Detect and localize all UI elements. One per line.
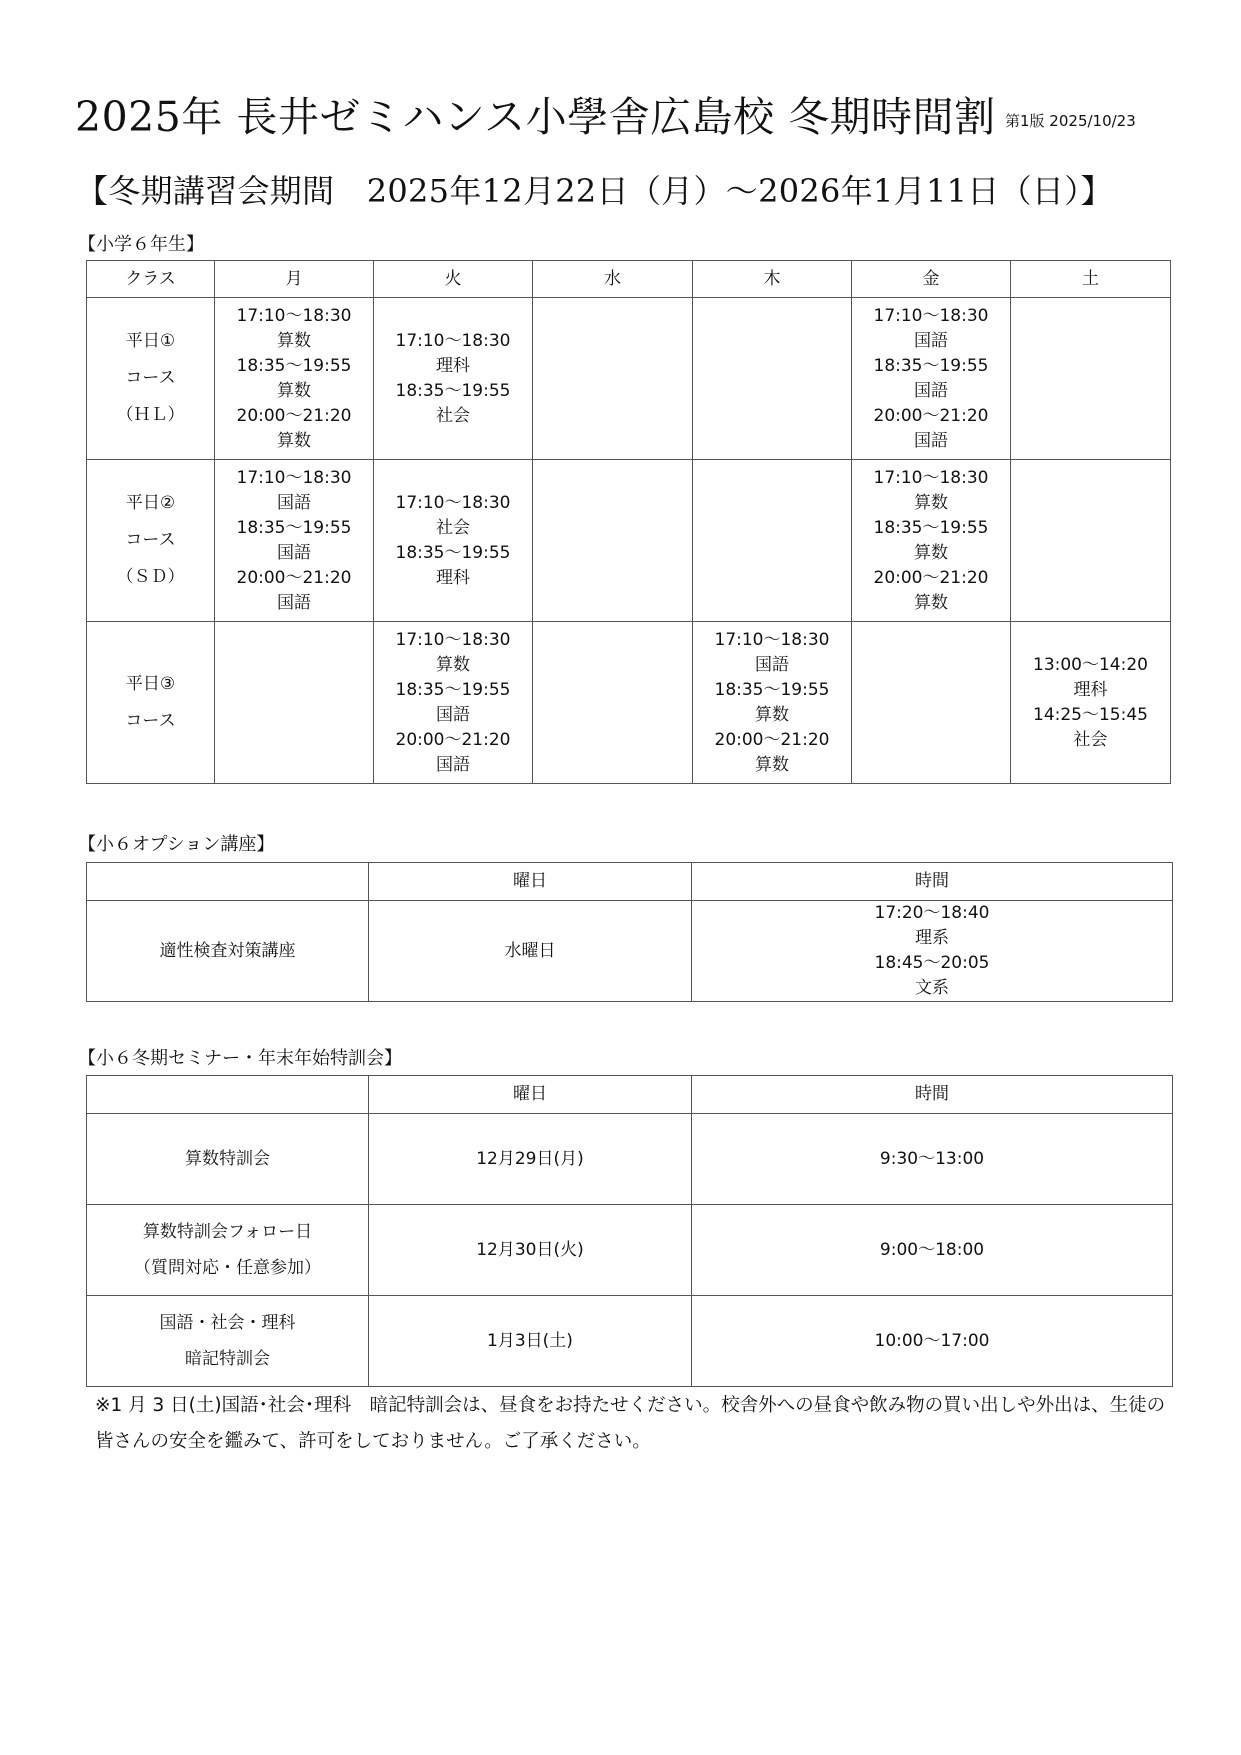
time-cell [692,1205,1173,1296]
schedule-cell [1011,460,1171,622]
schedule-line: 18:35～19:55 [236,517,352,538]
edition-label: 第1版 2025/10/23 [1005,112,1136,130]
column-header [87,863,369,901]
column-header: 木 [693,261,852,298]
schedule-line: 18:35～19:55 [873,517,989,538]
class-name-line: コース [125,530,176,550]
day-cell: 水曜日 [369,901,692,1002]
schedule-line: 国語 [277,592,311,613]
schedule-line: 社会 [1073,729,1108,750]
class-name-line: コース [125,368,176,388]
page-title: 2025年 長井ゼミハンス小學舎広島校 冬期時間割 [75,93,996,141]
schedule-line: 17:10～18:30 [873,305,989,326]
time-cell [692,1114,1173,1205]
schedule-cell [693,298,852,460]
schedule-line: 国語 [277,542,311,563]
seminar-table [86,1075,1173,1387]
schedule-line: 17:10～18:30 [395,492,511,513]
course-name-cell [87,901,369,1002]
schedule-cell [533,622,693,784]
schedule-line: 20:00～21:20 [873,405,989,426]
course-name-line: 適性検査対策講座 [159,940,296,961]
column-header: 時間 [692,1076,1173,1114]
class-cell [87,460,215,622]
seminar-section-label: 【小６冬期セミナー・年末年始特訓会】 [78,1048,402,1069]
schedule-cell [852,460,1011,622]
course-name-line: 国語・社会・理科 [159,1313,296,1333]
schedule-line: 国語 [914,430,948,451]
schedule-cell [533,460,693,622]
schedule-line: 国語 [436,704,470,725]
day-cell: 12月30日(火) [369,1205,692,1296]
schedule-cell [215,298,374,460]
class-cell [87,298,215,460]
schedule-line: 国語 [277,492,311,513]
schedule-line: 算数 [914,492,948,513]
column-header: 月 [215,261,374,298]
schedule-cell [374,460,533,622]
schedule-cell [1011,298,1171,460]
column-header: 時間 [692,863,1173,901]
schedule-line: 算数 [755,704,789,725]
schedule-line: 18:35～19:55 [395,542,511,563]
schedule-line: 算数 [277,430,311,451]
schedule-line: 18:35～19:55 [714,679,830,700]
column-header: 曜日 [369,1076,692,1114]
schedule-line: 算数 [914,592,948,613]
schedule-line: 算数 [277,330,311,351]
time-line: 9:00～18:00 [879,1239,985,1260]
schedule-line: 算数 [436,654,470,675]
schedule-line: 国語 [755,654,789,675]
schedule-line: 理科 [436,567,470,588]
grade6-timetable [86,260,1171,784]
table-row [87,901,1173,1002]
schedule-cell [1011,622,1171,784]
schedule-cell [693,622,852,784]
schedule-line: 17:10～18:30 [236,467,352,488]
options-table [86,862,1173,1002]
schedule-line: 20:00～21:20 [236,567,352,588]
schedule-line: 社会 [436,405,470,426]
schedule-line: 国語 [436,754,470,775]
schedule-line: 20:00～21:20 [395,729,511,750]
day-cell: 1月3日(土) [369,1296,692,1387]
column-header: 火 [374,261,533,298]
schedule-cell [374,622,533,784]
schedule-line: 13:00～14:20 [1033,654,1148,675]
course-period: 【冬期講習会期間 2025年12月22日（月）～2026年1月11日（日）】 [76,172,1113,210]
schedule-cell [374,298,533,460]
column-header: クラス [87,261,215,298]
schedule-cell [693,460,852,622]
schedule-line: 18:35～19:55 [873,355,989,376]
schedule-line: 17:10～18:30 [236,305,352,326]
day-cell: 12月29日(月) [369,1114,692,1205]
schedule-cell [852,622,1011,784]
time-line: 9:30～13:00 [879,1148,985,1169]
schedule-cell [215,460,374,622]
class-cell [87,622,215,784]
schedule-line: 国語 [914,380,948,401]
class-name-line: （ＳＤ） [116,567,185,587]
time-cell [692,901,1173,1002]
class-name-line: （ＨＬ） [116,405,185,425]
time-line: 17:20～18:40 [874,903,990,923]
schedule-line: 20:00～21:20 [236,405,352,426]
course-name-cell [87,1296,369,1387]
schedule-line: 算数 [755,754,789,775]
schedule-line: 理科 [436,355,470,376]
schedule-cell [852,298,1011,460]
grade6-header-row [87,261,1171,298]
options-header-row [87,863,1173,901]
table-row [87,460,1171,622]
table-row [87,622,1171,784]
schedule-line: 20:00～21:20 [714,729,830,750]
table-row [87,1205,1173,1296]
column-header: 曜日 [369,863,692,901]
column-header: 水 [533,261,693,298]
options-section-label: 【小６オプション講座】 [78,834,275,855]
column-header: 土 [1011,261,1171,298]
class-name-line: コース [125,710,176,731]
schedule-line: 18:35～19:55 [236,355,352,376]
class-name-line: 平日① [125,331,176,351]
table-row [87,1296,1173,1387]
class-name-line: 平日② [125,493,176,513]
class-name-line: 平日③ [125,673,176,694]
schedule-cell [215,622,374,784]
time-line: 理系 [915,928,949,948]
schedule-line: 17:10～18:30 [873,467,989,488]
time-line: 10:00～17:00 [874,1330,990,1351]
schedule-line: 社会 [436,517,470,538]
schedule-line: 算数 [914,542,948,563]
table-row [87,1114,1173,1205]
lunch-note: ※1 月 3 日(土)国語･社会･理科 暗記特訓会は、昼食をお持たせください。校舎外への昼食や飲み物の買い出しや外出は、生徒の皆さんの安全を鑑みて、許可をしておりません。ご了承ください。 [95,1395,1166,1452]
schedule-line: 国語 [914,330,948,351]
time-line: 文系 [915,978,949,998]
schedule-line: 17:10～18:30 [395,330,511,351]
course-name-line: 算数特訓会フォロー日 [142,1222,313,1242]
schedule-line: 14:25～15:45 [1033,704,1148,725]
time-line: 18:45～20:05 [874,953,990,973]
course-name-line: （質問対応・任意参加） [134,1258,321,1278]
table-row [87,298,1171,460]
column-header: 金 [852,261,1011,298]
grade6-section-label: 【小学６年生】 [78,234,204,255]
title-row [75,84,1175,144]
schedule-line: 17:10～18:30 [714,629,830,650]
schedule-line: 18:35～19:55 [395,679,511,700]
schedule-line: 18:35～19:55 [395,380,511,401]
course-name-cell [87,1114,369,1205]
schedule-line: 算数 [277,380,311,401]
time-cell [692,1296,1173,1387]
schedule-cell [533,298,693,460]
seminar-header-row [87,1076,1173,1114]
column-header [87,1076,369,1114]
course-name-line: 暗記特訓会 [185,1349,270,1369]
course-name-cell [87,1205,369,1296]
course-name-line: 算数特訓会 [185,1148,270,1169]
schedule-line: 20:00～21:20 [873,567,989,588]
schedule-line: 理科 [1073,679,1108,700]
schedule-line: 17:10～18:30 [395,629,511,650]
